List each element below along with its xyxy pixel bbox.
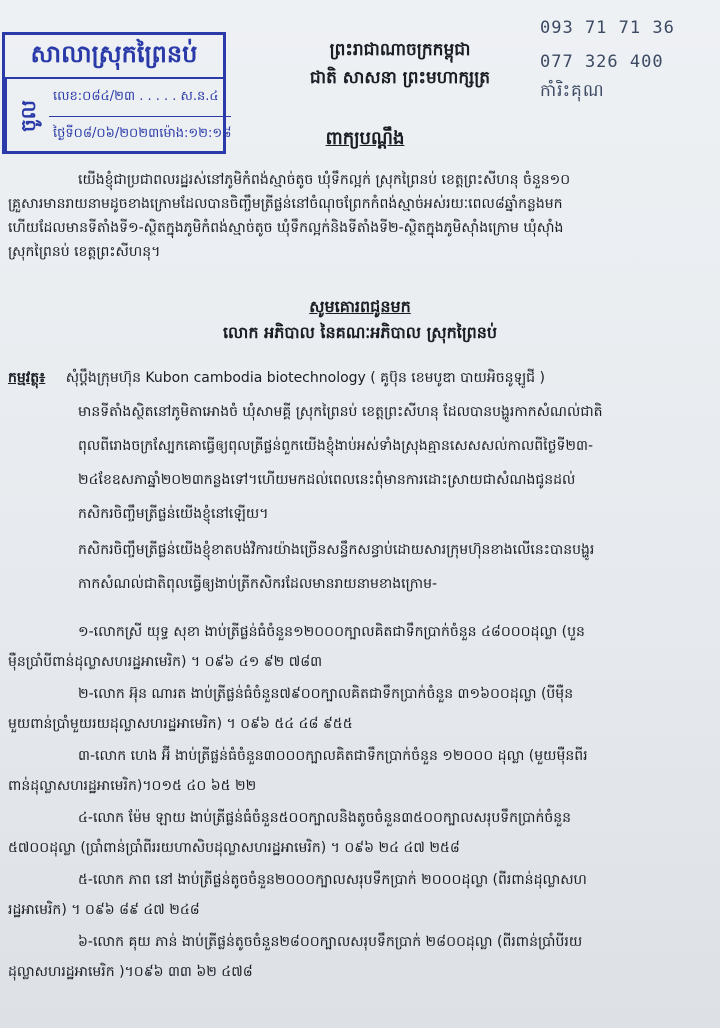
loss-line: កសិករចិញ្ចឹមត្រីផ្លន់យើងខ្ញុំខាតបង់វិការយ៉ាងច្រើនសន្ធឹកសន្ធាប់ដោយសារក្រុមហ៊ុនខាងលើនេះបានបង្ហូរ [78,542,595,558]
handwritten-note: កាំរិះគុណ [540,81,605,101]
subject-line: មានទីតាំងស្ថិតនៅភូមិតាអោងចំ ឃុំសាមគ្គី ស្រុកព្រៃនប់ ខេត្តព្រះសីហនុ ដែលបានបង្ហូរកាកសំណល់ជាតិ [78,404,603,420]
victim-entry-cont: ម៉ឺនប្រាំបីពាន់ដុល្លាសហរដ្ឋអាមេរិក) ។ ០៩៦ ៤១ ៩២ ៧៨៣ [8,654,323,670]
victim-entry: ១-លោកស្រី យុទ្ធ សុខា ងាប់ត្រីផ្លន់ធំចំនួន១២០០០ក្បាលគិតជាទឹកប្រាក់ចំនួន ៤៨០០០ដុល្លា (បួន [78,624,585,640]
subject-paragraph [8,366,710,526]
victim-entry: ៣-លោក ហេង អ៊ី ងាប់ត្រីផ្លន់ធំចំនួន៣០០០ក្បាលគិតជាទឹកប្រាក់ចំនួន ១២០០០ ដុល្លា (មួយម៉ឺនពីរ [78,748,588,764]
loss-paragraph [8,538,710,596]
victim-entry-cont: មួយពាន់ប្រាំមួយរយដុល្លាសហរដ្ឋអាមេរិក) ។ ០៩៦ ៥៤ ៤៨ ៩៥៥ [8,716,353,732]
victim-entry-cont: រដ្ឋអាមេរិក) ។ ០៩៦ ៨៩ ៤៧ ២៤៨ [8,902,200,918]
intro-line: យើងខ្ញុំជាប្រជាពលរដ្ឋរស់នៅភូមិកំពង់ស្មាច់តូច ឃុំទឹកល្អក់ ស្រុកព្រៃនប់ ខេត្តព្រះសីហនុ ចំនួន១០ [78,172,571,188]
subject-label: កម្មវត្ថុ៖ [8,370,46,386]
victim-entry: ៥-លោក ភាព នៅ ងាប់ត្រីផ្លន់តូចចំនួន២០០០ក្បាលសរុបទឹកប្រាក់ ២០០០ដុល្លា (ពីរពាន់ដុល្លាសហ [78,872,587,888]
intro-paragraph [8,168,710,264]
intro-line: គ្រួសារមានរាយនាមដូចខាងក្រោមដែលបានចិញ្ចឹមត្រីផ្លន់នៅចំណុចព្រែកកំពង់ស្មាច់អស់រយៈពេល៨ឆ្នាំកន្លងមក [8,196,563,212]
handwritten-phone-1: 093 71 71 36 [540,18,675,38]
victim-list [8,620,710,984]
kingdom-header [270,36,530,92]
intro-line: ស្រុកព្រៃនប់ ខេត្តព្រះសីហនុ។ [8,244,161,260]
stamp-date: ថ្ងៃទី០៨/០៦/២០២៣ម៉ោង:១២:១៨ [49,116,231,154]
subject-line: ២៤ខែឧសភាឆ្នាំ២០២៣កន្លងទៅ។ហើយមកដល់ពេលនេះពុំមានការដោះស្រាយជាសំណងជូនដល់ [78,472,576,488]
subject-line: កសិករចិញ្ចឹមត្រីផ្លន់យើងខ្ញុំនៅឡើយ។ [78,506,269,522]
stamp-side-label: ចូល [5,79,49,153]
victim-entry-cont: ៥៧០០ដុល្លា (ប្រាំពាន់ប្រាំពីររយហាសិបដុល្លាសហរដ្ឋអាមេរិក) ។ ០៩៦ ២៤ ៤៧ ២៥៨ [8,840,460,856]
victim-entry: ២-លោក អ៊ុន ណារត ងាប់ត្រីផ្លន់ធំចំនួន៧៩០០ក្បាលគិតជាទឹកប្រាក់ចំនួន ៣១៦០០ដុល្លា (បីម៉ឺន [78,686,574,702]
handwritten-phone-2: 077 326 400 [540,52,664,72]
kingdom-name: ព្រះរាជាណាចក្រកម្ពុជា [329,40,471,60]
addressee-name: លោក អភិបាល នៃគណៈអភិបាល ស្រុកព្រៃនប់ [222,323,498,342]
stamp-number: លេខ:០៨៤/២៣ . . . . . ស.ន.៤ [53,88,219,104]
subject-text: សុំប្តឹងក្រុមហ៊ុន Kubon cambodia biotechnology ( គូប៊ុន ខេមបូឌា បាយអិចនូឡូជី ) [65,370,545,386]
victim-entry-cont: ដុល្លាសហរដ្ឋអាមេរិក )។០៩៦ ៣៣ ៦២ ៤៧៨ [8,964,253,980]
addressee-greeting: សូមគោរពជូនមក [309,297,411,316]
victim-entry: ៦-លោក គុយ ភាន់ ងាប់ត្រីផ្លន់តូចចំនួន២៨០០ក្បាលសរុបទឹកប្រាក់ ២៨០០ដុល្លា (ពីរពាន់ប្រាំបីរយ [78,934,583,950]
victim-entry: ៤-លោក ម៉ែម ឡាយ ងាប់ត្រីផ្លន់ធំចំនួន៥០០ក្បាលនិងតូចចំនួន៣៥០០ក្បាលសរុបទឹកប្រាក់ចំនួន [78,810,572,826]
subject-line: ពុលពីរោងចក្រស្បែកគោធ្វើឲ្យពុលត្រីផ្លន់ពួកយើងខ្ញុំងាប់អស់ទាំងស្រុងគ្មានសេសសល់កាលពីថ្ងៃទី២៣- [78,438,594,454]
intro-line: ហើយដែលមានទីតាំងទី១-ស្ថិតក្នុងភូមិកំពង់ស្មាច់តូច ឃុំទឹកល្អក់និងទីតាំងទី២-ស្ថិតក្នុងភូមិស៊ាំងក្រោម ឃុំស៊ាំង [8,220,564,236]
document-title: ពាក្យបណ្តឹង [325,128,405,149]
loss-line: កាកសំណល់ជាតិពុលធ្វើឲ្យងាប់ត្រីកសិករដែលមានរាយនាមខាងក្រោម- [78,576,438,592]
national-motto: ជាតិ សាសនា ព្រះមហាក្សត្រ [309,68,491,88]
received-stamp [2,32,232,154]
victim-entry-cont: ពាន់ដុល្លាសហរដ្ឋអាមេរិក)។០១៥ ៤០ ៦៥ ២២ [8,778,257,794]
stamp-title: សាលាស្រុកព្រៃនប់ [5,35,223,79]
